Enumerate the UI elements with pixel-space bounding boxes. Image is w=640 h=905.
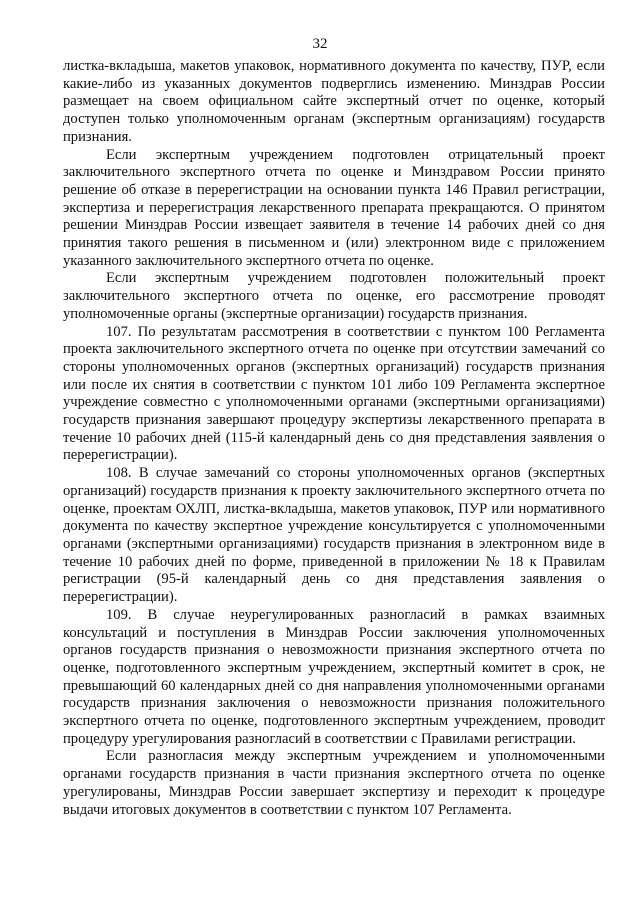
paragraph-clause-109: 109. В случае неурегулированных разногласий в рамках взаимных консультаций и поступления в Минздрав России заключения уполномоченных органов государств признания о невозможности признания экспертного отчета по оценке, подготовленного экспертным учреждением, экспертный комитет в срок, не превышающий 60 календарных дней со дня направления уполномоченными органами государств признания заключения о невозможности признания положительного экспертного отчета по оценке, подготовленного экспертным учреждением, проводит процедуру урегулирования разногласий в соответствии с Правилами регистрации. [63,606,605,747]
paragraph-clause-107: 107. По результатам рассмотрения в соответствии с пунктом 100 Регламента проекта заключительного экспертного отчета по оценке при отсутствии замечаний со стороны уполномоченных органов (экспертных организаций) государств признания или после их снятия в соответствии с пунктом 101 либо 109 Регламента экспертное учреждение совместно с уполномоченными органами (экспертными организациями) государств признания завершают процедуру экспертизы лекарственного препарата в течение 10 рабочих дней (115-й календарный день со дня представления заявления о перерегистрации). [63,323,605,464]
paragraph-continuation: листка-вкладыша, макетов упаковок, нормативного документа по качеству, ПУР, если какие-либо из указанных документов подверглись изменению. Минздрав России размещает на своем официальном сайте экспертный отчет по оценке, который доступен только уполномоченным органам (экспертным организациям) государств признания. [63,58,605,145]
paragraph-clause-108: 108. В случае замечаний со стороны уполномоченных органов (экспертных организаций) государств признания к проекту заключительного экспертного отчета по оценке, проектам ОХЛП, листка-вкладыша, макетов упаковок, ПУР или нормативного документа по качеству экспертное учреждение консультируется с уполномоченными органами (экспертными организациями) государств признания в электронном виде в течение 10 рабочих дней по форме, приведенной в приложении № 18 к Правилам регистрации (95-й календарный день со дня представления заявления о перерегистрации). [63,465,605,606]
paragraph-positive-draft: Если экспертным учреждением подготовлен положительный проект заключительного экспертного отчета по оценке, его рассмотрение проводят уполномоченные органы (экспертные организации) государств признания. [63,270,605,322]
paragraph-negative-draft: Если экспертным учреждением подготовлен отрицательный проект заключительного экспертного отчета по оценке и Минздравом России принято решение об отказе в перерегистрации на основании пункта 146 Правил регистрации, экспертиза и перерегистрация лекарственного препарата прекращаются. О принятом решении Минздрав России извещает заявителя в течение 14 рабочих дней со дня принятия такого решения в письменном и (или) электронном виде с приложением указанного заключительного экспертного отчета по оценке. [63,146,605,269]
document-body [63,58,605,819]
paragraph-disagreements-resolved: Если разногласия между экспертным учреждением и уполномоченными органами государств признания в части признания экспертного отчета по оценке урегулированы, Минздрав России завершает экспертизу и переходит к процедуре выдачи итоговых документов в соответствии с пунктом 107 Регламента. [63,748,605,818]
page-number: 32 [312,36,328,52]
